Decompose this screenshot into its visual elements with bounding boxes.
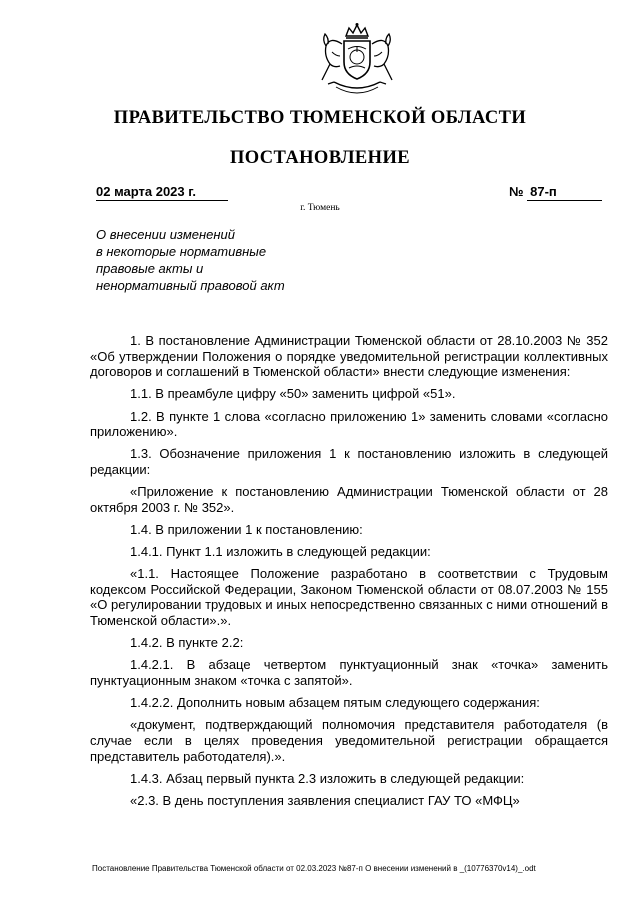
body-paragraph: 1.2. В пункте 1 слова «согласно приложению 1» заменить словами «согласно приложению». bbox=[90, 408, 608, 440]
document-number-block bbox=[509, 184, 602, 201]
document-type: ПОСТАНОВЛЕНИЕ bbox=[229, 148, 410, 168]
subject-line: ненормативный правовой акт bbox=[96, 278, 285, 293]
subject-line: О внесении изменений bbox=[96, 227, 235, 242]
body-paragraph: «Приложение к постановлению Администрации Тюменской области от 28 октября 2003 г. № 352». bbox=[90, 484, 608, 515]
government-title: ПРАВИТЕЛЬСТВО ТЮМЕНСКОЙ ОБЛАСТИ bbox=[113, 108, 527, 128]
document-date: 02 марта 2023 г. bbox=[96, 184, 228, 201]
subject-line: правовые акты и bbox=[96, 261, 204, 276]
document-number: 87-п bbox=[527, 184, 602, 201]
body-paragraph: «2.3. В день поступления заявления специалист ГАУ ТО «МФЦ» bbox=[130, 792, 520, 808]
footer-document-path: Постановление Правительства Тюменской области от 02.03.2023 №87-п О внесении изменений в _(10776370v14)_.odt bbox=[92, 864, 536, 873]
document-subject bbox=[96, 226, 326, 294]
body-paragraph: 1.4.2.2. Дополнить новым абзацем пятым следующего содержания: bbox=[130, 695, 540, 711]
body-paragraph: 1. В постановление Администрации Тюменской области от 28.10.2003 № 352 «Об утверждении Положения о порядке уведомительной регистрации коллективных договоров и соглашений в Тюменской области» внести следующие изменения: bbox=[90, 333, 608, 380]
body-paragraph: 1.4. В приложении 1 к постановлению: bbox=[130, 521, 363, 537]
document-body bbox=[90, 333, 608, 815]
body-paragraph: «1.1. Настоящее Положение разработано в соответствии с Трудовым кодексом Российской Федерации, Законом Тюменской области от 08.07.2003 № 155 «О регулировании трудовых и иных непосредственно связанных с ними отношений в Тюменской области».». bbox=[90, 566, 608, 629]
subject-line: в некоторые нормативные bbox=[96, 244, 267, 259]
number-sign: № bbox=[509, 184, 524, 199]
body-paragraph: 1.1. В преамбуле цифру «50» заменить цифрой «51». bbox=[130, 386, 456, 402]
body-paragraph: «документ, подтверждающий полномочия представителя работодателя (в случае если в целях проведения уведомительной регистрации обращается представитель работодателя).». bbox=[90, 717, 608, 764]
body-paragraph: 1.4.2. В пункте 2.2: bbox=[130, 635, 244, 651]
body-paragraph: 1.4.2.1. В абзаце четвертом пунктуационный знак «точка» заменить пунктуационным знаком «точка с запятой». bbox=[90, 657, 608, 689]
body-paragraph: 1.4.3. Абзац первый пункта 2.3 изложить в следующей редакции: bbox=[130, 770, 525, 786]
coat-of-arms-icon bbox=[316, 22, 398, 100]
body-paragraph: 1.3. Обозначение приложения 1 к постановлению изложить в следующей редакции: bbox=[90, 446, 608, 477]
body-paragraph: 1.4.1. Пункт 1.1 изложить в следующей редакции: bbox=[130, 544, 431, 560]
city-label: г. Тюмень bbox=[300, 203, 340, 213]
